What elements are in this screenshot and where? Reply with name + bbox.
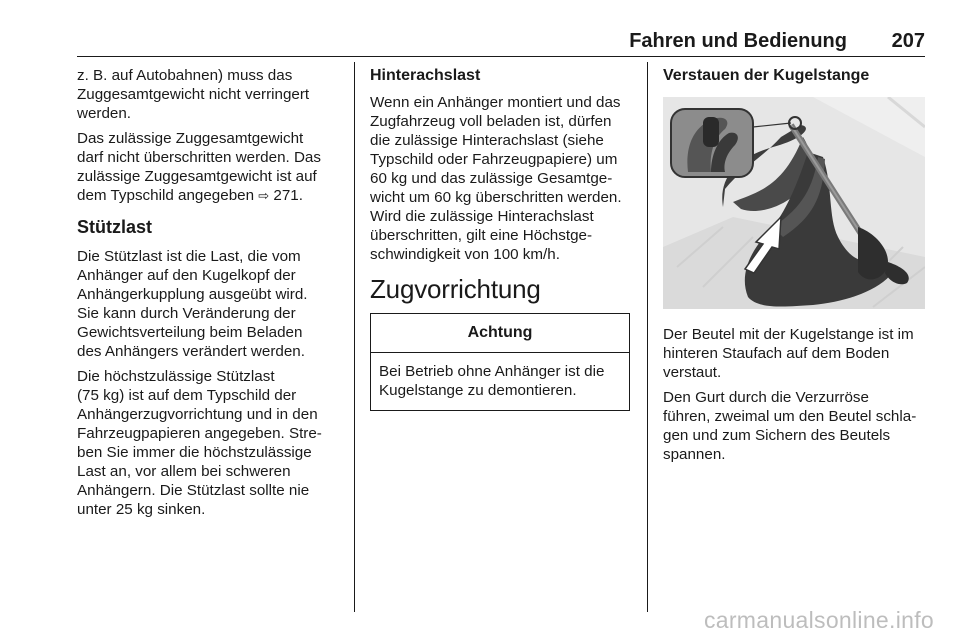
page-header xyxy=(77,26,925,57)
column-divider-2 xyxy=(647,62,648,612)
paragraph-zuggesamtgewicht xyxy=(77,129,339,206)
column-2 xyxy=(370,66,632,411)
paragraph-stuetzlast-max: Die höchstzulässige Stützlast (75 kg) ist auf dem Typschild der Anhängerzugvorrichtung und in den Fahrzeugpapieren angegeben. Stre- ben Sie immer die höchstzulässige Last an, vor allem bei schweren Anhängern. Die Stützlast sollte nie unter 25 kg sinken. xyxy=(77,368,322,518)
heading-verstauen-kugelstange: Verstauen der Kugelstange xyxy=(663,67,870,84)
page-reference-arrow-icon[interactable]: ⇨ xyxy=(258,189,270,204)
paragraph-gurt-anweisung: Den Gurt durch die Verzurröse führen, zweimal um den Beutel schla- gen und zum Sichern des Beutels spannen. xyxy=(663,389,917,463)
paragraph-hinterachslast: Wenn ein Anhänger montiert und das Zugfahrzeug voll beladen ist, dürfen die zulässige Hinterachslast (siehe Typschild oder Fahrzeugpapiere) um 60 kg und das zulässige Gesamtge- wicht um 60 kg überschritten werden. Wird die zulässige Hinterachslast überschritten, gilt eine Höchstge- schwindigkeit von 100 km/h. xyxy=(370,94,622,263)
column-3 xyxy=(663,66,925,470)
warning-box xyxy=(370,313,630,411)
towbar-bag-illustration xyxy=(663,97,925,309)
section-title-zugvorrichtung: Zugvorrichtung xyxy=(370,274,541,304)
paragraph-zuggesamtgewicht-intro: z. B. auf Autobahnen) muss das Zuggesamtgewicht nicht verringert werden. xyxy=(77,67,310,122)
paragraph-text: Das zulässige Zuggesamtgewicht darf nicht überschritten werden. Das zulässige Zuggesamtgewicht ist auf dem Typschild angegeben xyxy=(77,130,321,204)
heading-stuetzlast: Stützlast xyxy=(77,217,153,237)
column-divider-1 xyxy=(354,62,355,612)
watermark: carmanualsonline.info xyxy=(703,607,934,633)
page-number: 207 xyxy=(891,30,925,52)
paragraph-stuetzlast-definition: Die Stützlast ist die Last, die vom Anhänger auf den Kugelkopf der Anhängerkupplung ausgeübt wird. Sie kann durch Veränderung der Gewichtsverteilung beim Beladen des Anhängers verändert werden. xyxy=(77,248,308,360)
heading-hinterachslast: Hinterachslast xyxy=(370,67,481,84)
column-1 xyxy=(77,66,339,525)
page-reference-number[interactable]: 271. xyxy=(273,187,303,204)
page-header-title: Fahren und Bedienung xyxy=(629,30,847,52)
warning-text: Bei Betrieb ohne Anhänger ist die Kugelstange zu demontieren. xyxy=(379,363,605,399)
paragraph-beutel-verstaut: Der Beutel mit der Kugelstange ist im hinteren Staufach auf dem Boden verstaut. xyxy=(663,326,914,381)
warning-title: Achtung xyxy=(371,314,629,353)
